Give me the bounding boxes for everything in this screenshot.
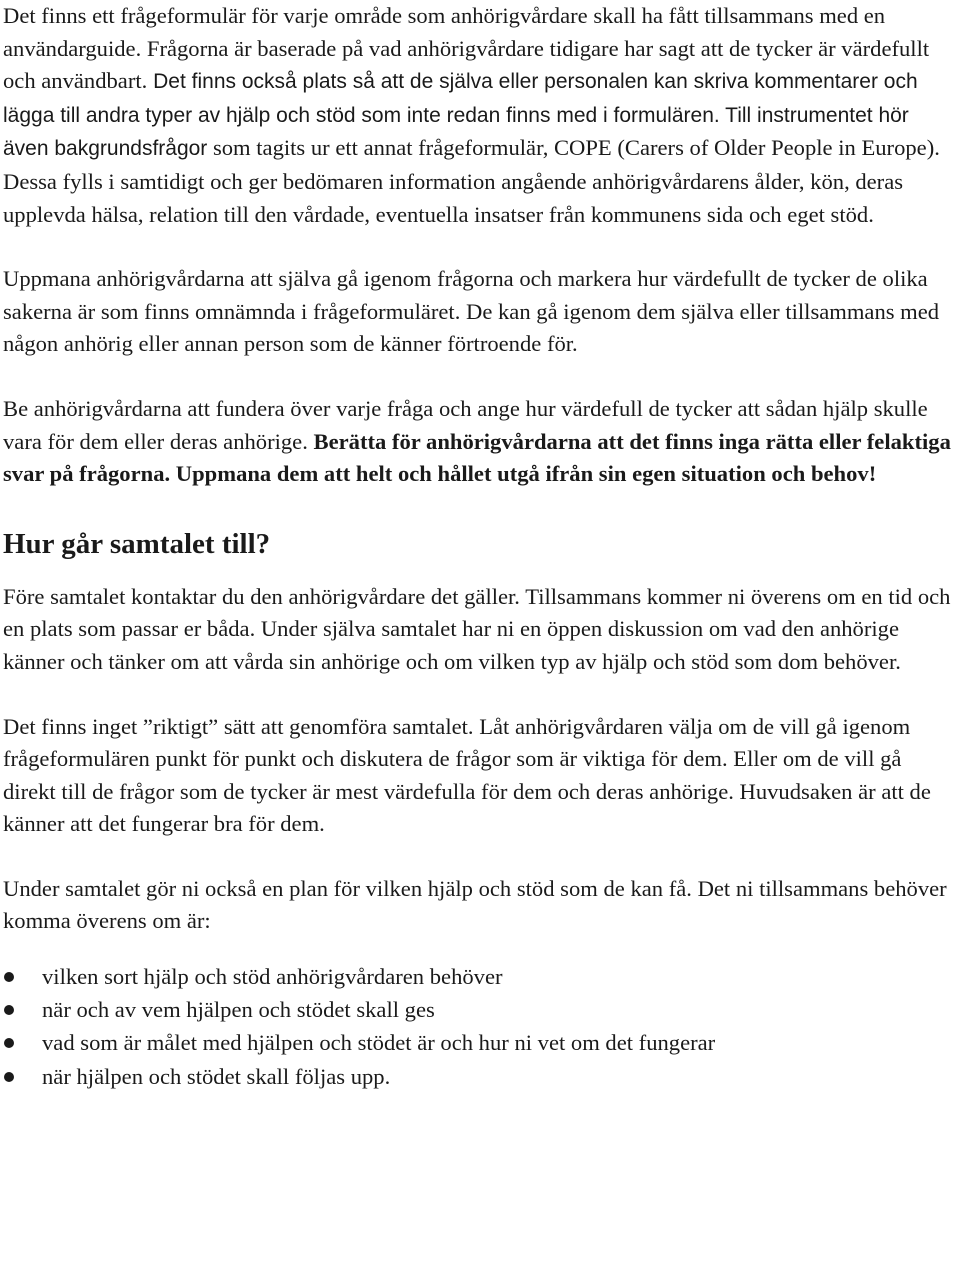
bullet-icon bbox=[4, 1072, 14, 1082]
plan-paragraph: Under samtalet gör ni också en plan för vilken hjälp och stöd som de kan få. Det ni tillsammans behöver komma överens om är: bbox=[3, 875, 947, 934]
section-heading: Hur går samtalet till? bbox=[3, 527, 271, 560]
no-right-way-paragraph: Det finns inget ”riktigt” sätt att genomföra samtalet. Låt anhörigvårdaren välja om de vill gå igenom frågeformulären punkt för punkt och diskutera de frågor som är viktiga för dem. Eller om de vill gå direkt till de frågor som de tycker är mest värdefulla för dem och deras anhörige. Huvudsaken är att de känner att det fungerar bra för dem. bbox=[3, 713, 931, 837]
bullet-item-text: vilken sort hjälp och stöd anhörigvårdaren behöver bbox=[42, 964, 503, 990]
bullet-item bbox=[3, 1026, 958, 1059]
bullet-item-text: när och av vem hjälpen och stödet skall ges bbox=[42, 997, 435, 1023]
instruction-paragraph: Uppmana anhörigvårdarna att själva gå igenom frågorna och markera hur värdefullt de tycker de olika sakerna är som finns omnämnda i frågeformuläret. De kan gå igenom dem själva eller tillsammans med någon anhörig eller annan person som de känner förtroende för. bbox=[3, 266, 940, 357]
bullet-item bbox=[3, 960, 958, 993]
bullet-icon bbox=[4, 1005, 14, 1015]
bullet-item-text: vad som är målet med hjälpen och stödet är och hur ni vet om det fungerar bbox=[42, 1030, 716, 1056]
bullet-item bbox=[3, 993, 958, 1026]
bullet-item-text: när hjälpen och stödet skall följas upp. bbox=[42, 1063, 391, 1089]
bullet-item bbox=[3, 1060, 958, 1093]
bullet-icon bbox=[4, 972, 14, 982]
intro-paragraph-sans-text: Det finns också plats så att de själva eller personalen kan skriva kommentarer och lägga till andra typer av hjälp och stöd som inte redan finns med i formulären. Till instrumentet hör även bakgrundsfrågor bbox=[3, 70, 918, 161]
no-right-answers-paragraph bbox=[3, 393, 958, 491]
intro-paragraph-tail-text: som tagits ur ett annat frågeformulär, COPE (Carers of Older People in Europe). Dessa fylls i samtidigt och ger bedömaren information angående anhörigvårdarens ålder, kön, deras upplevda hälsa, relation till den vårdade, eventuella insatser från kommunens sida och eget stöd. bbox=[3, 135, 940, 227]
no-right-answers-bold-text: Berätta för anhörigvårdarna att det finns inga rätta eller felaktiga svar på frågorna. Uppmana dem att helt och hållet utgå ifrån sin egen situation och behov! bbox=[3, 428, 951, 487]
bullet-icon bbox=[4, 1038, 14, 1048]
intro-paragraph bbox=[3, 0, 958, 231]
intro-paragraph-serif-text: Det finns ett frågeformulär för varje område som anhörigvårdare skall ha fått tillsammans med en användarguide. Frågorna är baserade på vad anhörigvårdare tidigare har sagt att de tycker är värdefullt och användbart. bbox=[3, 3, 930, 94]
agreement-bullet-list bbox=[3, 960, 958, 1093]
no-right-answers-normal-text: Be anhörigvårdarna att fundera över varje fråga och ange hur värdefull de tycker att sådan hjälp skulle vara för dem eller deras anhörige. bbox=[3, 395, 928, 454]
document-page bbox=[3, 0, 958, 1093]
before-conversation-paragraph: Före samtalet kontaktar du den anhörigvårdare det gäller. Tillsammans kommer ni överens om en tid och en plats som passar er båda. Under själva samtalet har ni en öppen diskussion om vad den anhörige känner och tänker om att vårda sin anhörige och om vilken typ av hjälp och stöd som dom behöver. bbox=[3, 583, 951, 674]
